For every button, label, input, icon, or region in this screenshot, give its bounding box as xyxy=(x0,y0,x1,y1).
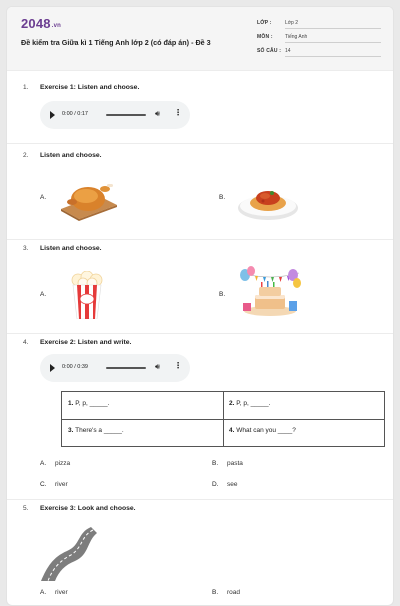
divider xyxy=(7,499,394,500)
meta-label: MÔN : xyxy=(257,34,273,40)
option-letter[interactable]: B. xyxy=(212,589,219,596)
question-title: Listen and choose. xyxy=(40,152,102,159)
meta-class xyxy=(257,17,385,31)
option-letter[interactable]: A. xyxy=(40,194,47,201)
site-logo[interactable] xyxy=(21,16,61,31)
option-letter[interactable]: B. xyxy=(212,460,219,467)
play-icon[interactable] xyxy=(50,111,55,119)
audio-time: 0:00 / 0:39 xyxy=(62,364,88,370)
option-text[interactable]: river xyxy=(55,481,68,488)
question-number: 2. xyxy=(23,152,29,159)
meta-label: LỚP : xyxy=(257,20,272,26)
question-title: Exercise 2: Listen and write. xyxy=(40,339,132,346)
question-number: 5. xyxy=(23,505,29,512)
question-number: 4. xyxy=(23,339,29,346)
option-letter[interactable]: A. xyxy=(40,291,47,298)
question-title: Listen and choose. xyxy=(40,245,102,252)
volume-icon[interactable]: 🔊︎ xyxy=(155,109,161,118)
volume-icon[interactable]: 🔊︎ xyxy=(155,362,161,371)
item-number: 1. xyxy=(68,400,74,407)
birthday-cake-image[interactable] xyxy=(237,263,303,319)
option-letter[interactable]: C. xyxy=(40,481,47,488)
popcorn-image[interactable] xyxy=(69,271,105,319)
meta-subject xyxy=(257,31,385,45)
item-text: P, p, _____. xyxy=(236,400,271,407)
question-title: Exercise 3: Look and choose. xyxy=(40,505,136,512)
meta-value: Tiếng Anh xyxy=(285,34,381,43)
option-letter[interactable]: D. xyxy=(212,481,219,488)
meta-value: 14 xyxy=(285,48,381,57)
document-title: Đề kiểm tra Giữa kì 1 Tiếng Anh lớp 2 (có đáp án) - Đề 3 xyxy=(21,38,211,47)
table-cell xyxy=(223,419,385,447)
question-number: 3. xyxy=(23,245,29,252)
logo-text: 2048 xyxy=(21,16,51,31)
option-letter[interactable]: A. xyxy=(40,589,47,596)
audio-player[interactable] xyxy=(40,354,190,382)
option-text[interactable]: river xyxy=(55,589,68,596)
divider xyxy=(7,143,394,144)
item-number: 2. xyxy=(229,400,235,407)
item-text: What can you ____? xyxy=(236,427,296,434)
audio-player[interactable] xyxy=(40,101,190,129)
option-text[interactable]: road xyxy=(227,589,241,596)
divider xyxy=(7,333,394,334)
play-icon[interactable] xyxy=(50,364,55,372)
meta-value: Lớp 2 xyxy=(285,20,381,29)
option-letter[interactable]: B. xyxy=(219,194,226,201)
header xyxy=(7,7,394,71)
table-cell xyxy=(62,392,224,420)
option-text[interactable]: pizza xyxy=(55,460,71,467)
roast-chicken-image[interactable] xyxy=(57,175,119,221)
question-title: Exercise 1: Listen and choose. xyxy=(40,84,140,91)
option-text[interactable]: pasta xyxy=(227,460,243,467)
meta-label: SỐ CÂU : xyxy=(257,48,282,54)
worksheet xyxy=(6,6,394,606)
audio-progress-slider[interactable] xyxy=(106,367,146,369)
meta-info xyxy=(257,17,385,59)
more-vert-icon[interactable]: ⋮ xyxy=(174,361,182,370)
meta-question-count xyxy=(257,45,385,59)
option-letter[interactable]: B. xyxy=(219,291,226,298)
spaghetti-image[interactable] xyxy=(237,179,299,221)
item-text: There's a _____. xyxy=(75,427,124,434)
write-table xyxy=(61,391,385,447)
item-number: 4. xyxy=(229,427,235,434)
audio-time: 0:00 / 0:17 xyxy=(62,111,88,117)
road-image xyxy=(37,523,99,583)
table-cell xyxy=(62,419,224,447)
divider xyxy=(7,239,394,240)
item-text: P, p, _____. xyxy=(75,400,110,407)
more-vert-icon[interactable]: ⋮ xyxy=(174,108,182,117)
item-number: 3. xyxy=(68,427,74,434)
question-number: 1. xyxy=(23,84,29,91)
option-letter[interactable]: A. xyxy=(40,460,47,467)
option-text[interactable]: see xyxy=(227,481,238,488)
logo-suffix: .vn xyxy=(51,23,62,29)
table-cell xyxy=(223,392,385,420)
audio-progress-slider[interactable] xyxy=(106,114,146,116)
